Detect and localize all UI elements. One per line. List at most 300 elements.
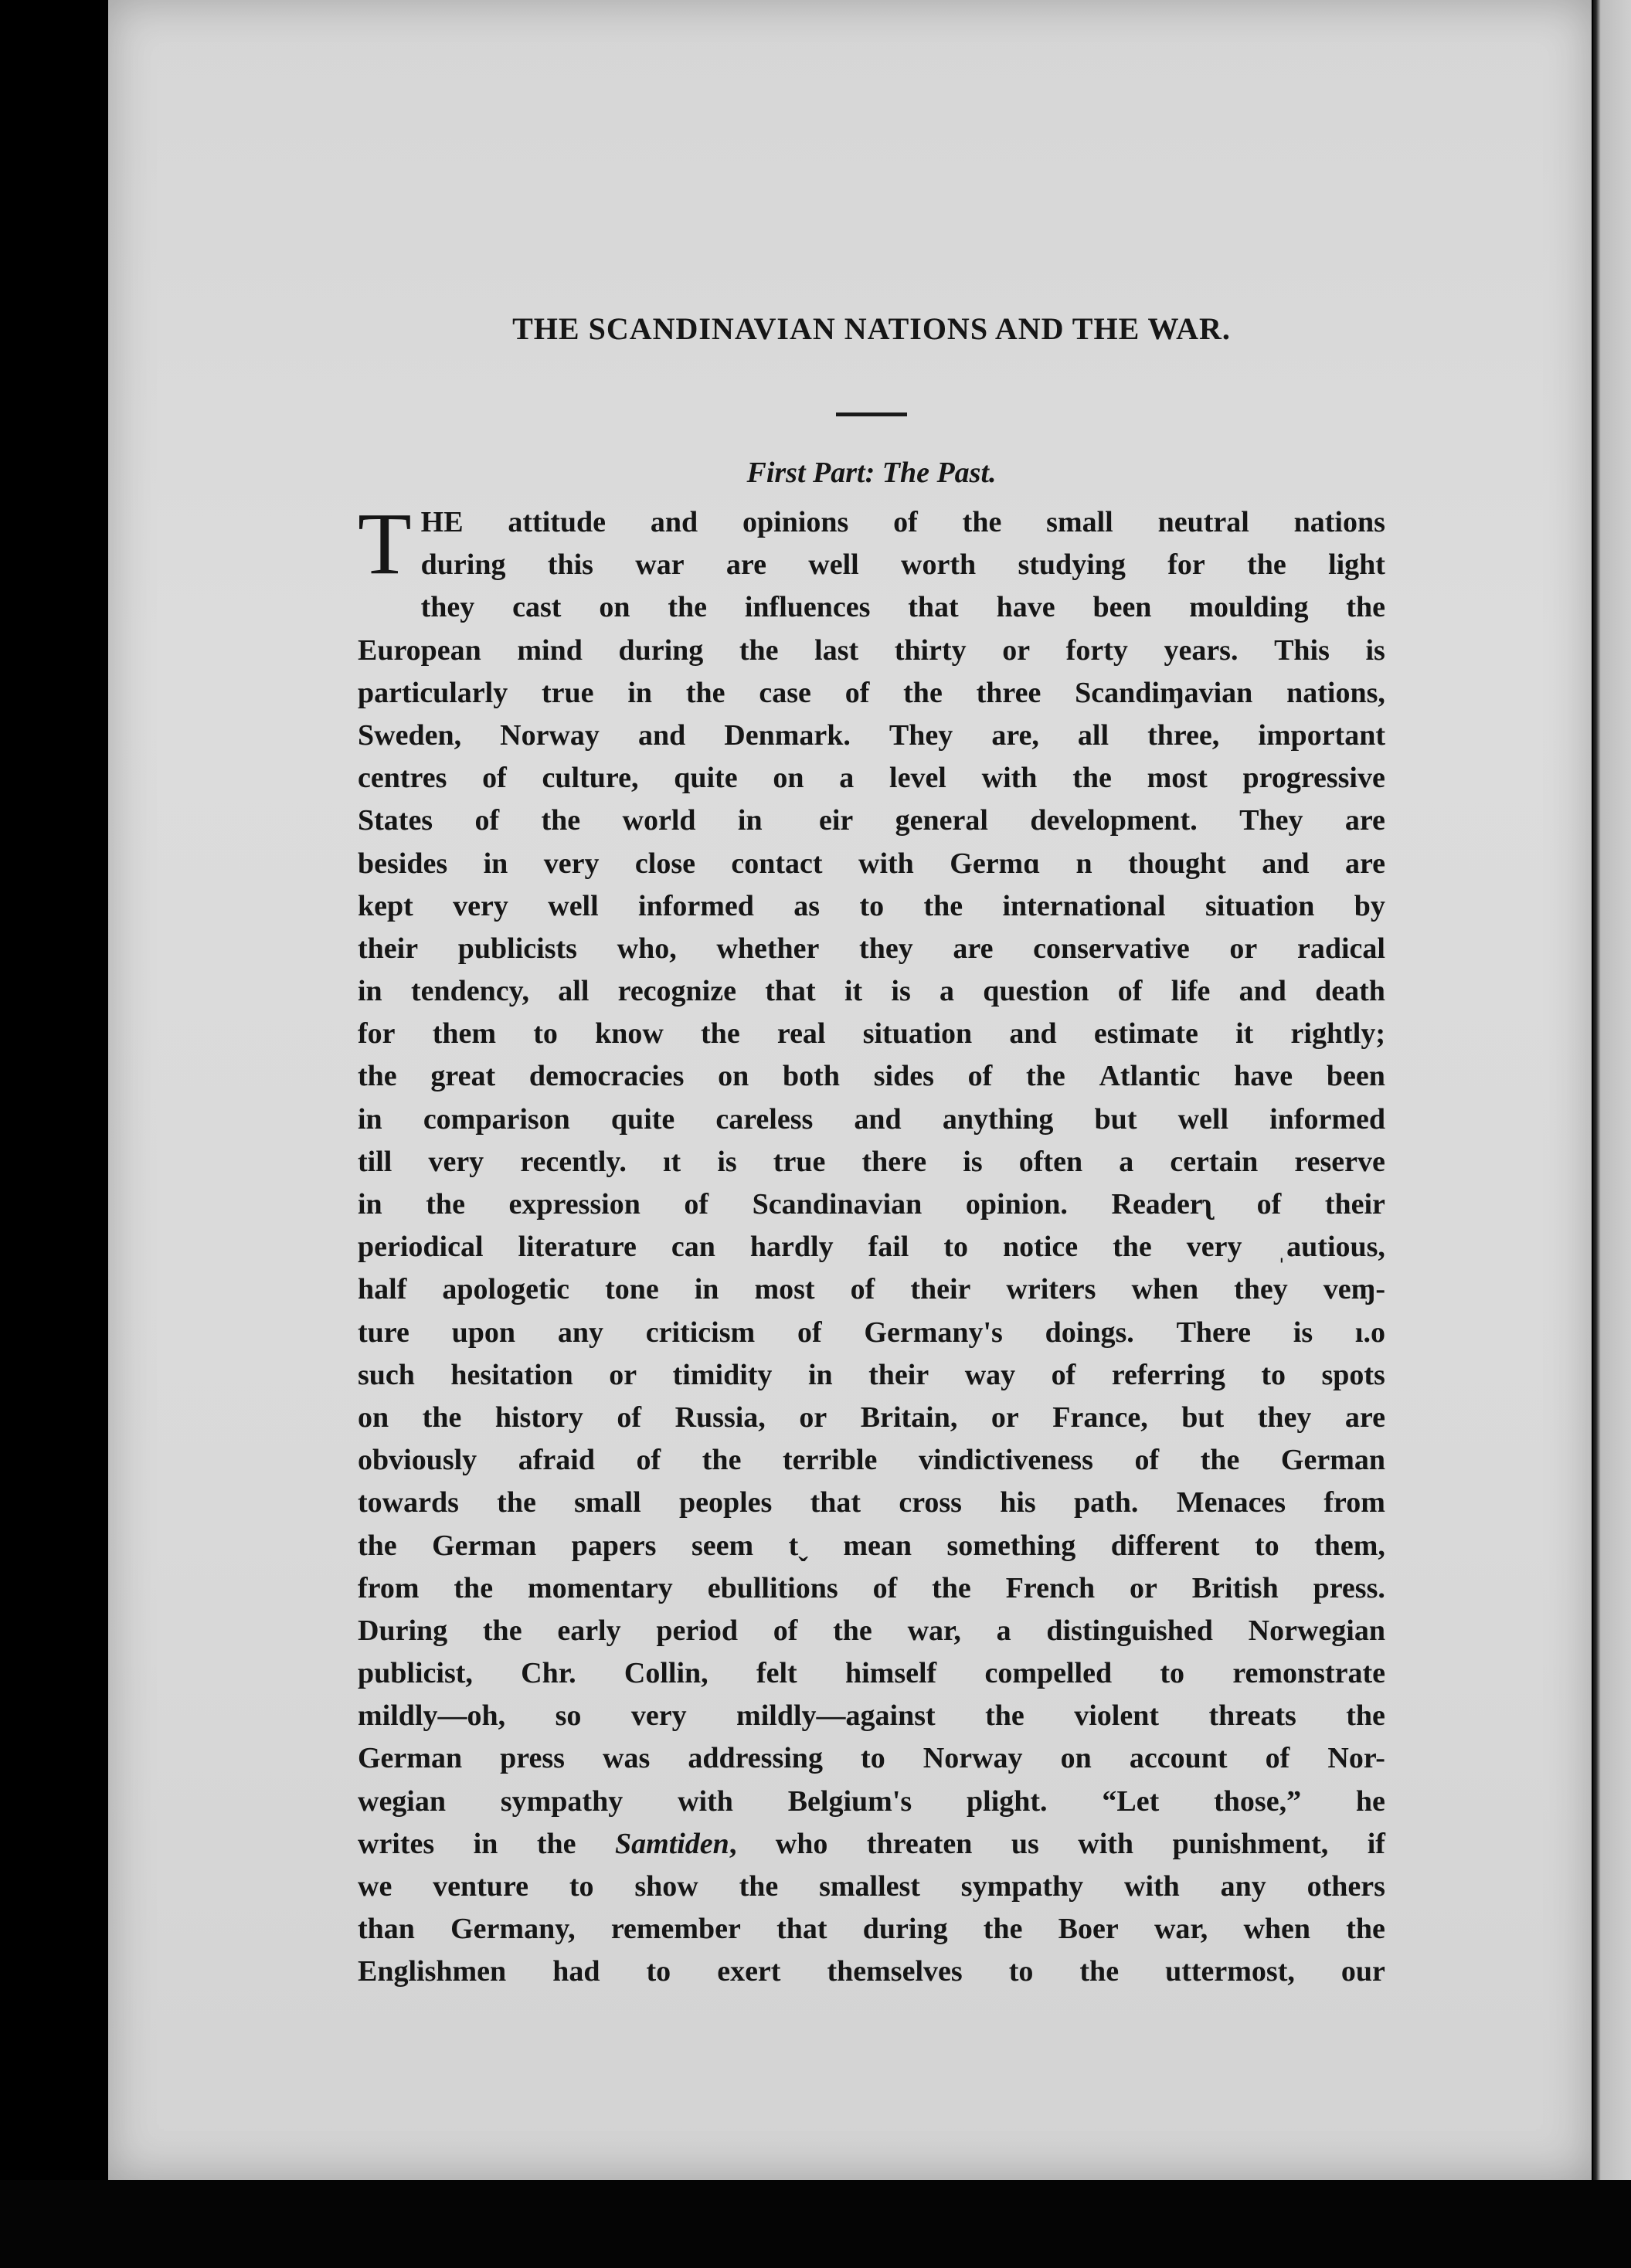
word: different xyxy=(1110,1529,1220,1562)
word: terrible xyxy=(783,1444,878,1477)
text-line xyxy=(358,1781,1385,1823)
word: there xyxy=(861,1145,927,1178)
word: themselves xyxy=(827,1955,963,1988)
word: those,” xyxy=(1214,1784,1302,1818)
word: had xyxy=(552,1955,600,1988)
word: the xyxy=(923,889,963,922)
word: thirty xyxy=(894,633,967,667)
word: forty xyxy=(1065,633,1128,667)
facing-page-edge xyxy=(1593,0,1631,2268)
word: Germany's xyxy=(864,1316,1003,1349)
word: they xyxy=(1257,1401,1312,1434)
word: “Let xyxy=(1102,1784,1160,1818)
word: to xyxy=(533,1017,558,1051)
word: conservative xyxy=(1033,932,1190,965)
word: and xyxy=(637,718,686,752)
word: in xyxy=(737,804,763,837)
word: way xyxy=(964,1358,1016,1391)
word: eir xyxy=(804,804,854,837)
word: well xyxy=(548,889,599,922)
word: to xyxy=(861,1742,885,1775)
word: is xyxy=(717,1145,737,1178)
word: the xyxy=(903,676,943,709)
word: three, xyxy=(1147,718,1220,752)
word: the xyxy=(1346,1699,1385,1733)
word: Englishmen xyxy=(358,1955,507,1988)
word: small xyxy=(1046,506,1113,538)
word: than xyxy=(358,1913,415,1946)
word: uttermost, xyxy=(1165,1955,1295,1988)
word: hardly xyxy=(749,1231,834,1264)
word: death xyxy=(1315,975,1385,1008)
text-line xyxy=(421,501,1385,544)
word: his xyxy=(1000,1486,1036,1519)
word: kept xyxy=(358,889,413,922)
word: any xyxy=(1220,1870,1266,1903)
word: and xyxy=(1009,1017,1057,1051)
word: development. xyxy=(1030,804,1198,837)
word: and xyxy=(854,1102,902,1136)
word: the xyxy=(497,1486,536,1519)
word: it xyxy=(844,975,863,1008)
word: hesitation xyxy=(450,1358,573,1391)
word: democracies xyxy=(528,1060,685,1093)
word: and xyxy=(1239,975,1286,1008)
word: half xyxy=(358,1273,407,1306)
word: periodical xyxy=(358,1231,484,1264)
word: of xyxy=(1256,1188,1282,1221)
word: he xyxy=(1355,1784,1385,1818)
word: cast xyxy=(512,591,562,624)
text-line xyxy=(358,1013,1385,1055)
word: quite xyxy=(674,762,738,795)
word: are xyxy=(1344,804,1385,837)
word: Norway xyxy=(923,1742,1023,1775)
word: States xyxy=(358,804,433,837)
word: fail xyxy=(868,1231,909,1264)
word: informed xyxy=(638,889,754,922)
word: the xyxy=(702,1444,742,1477)
word: radical xyxy=(1296,932,1385,965)
word: French xyxy=(1005,1571,1096,1604)
word: of xyxy=(1051,1358,1076,1391)
word: Sweden, xyxy=(358,718,462,752)
word: such xyxy=(358,1358,415,1391)
word: comparison xyxy=(423,1102,570,1136)
word: the xyxy=(1026,1060,1065,1093)
word: the xyxy=(1346,1913,1385,1946)
word: ebullitions xyxy=(707,1571,838,1604)
word: German xyxy=(1280,1444,1385,1477)
word: Boer xyxy=(1058,1913,1119,1946)
word: the xyxy=(358,1060,397,1093)
word: the xyxy=(685,676,725,709)
word: tone xyxy=(605,1273,659,1306)
word: us xyxy=(1011,1827,1039,1860)
word: all xyxy=(1077,718,1109,752)
word: thought xyxy=(1128,847,1226,880)
word: is xyxy=(1293,1316,1313,1349)
article-title: THE SCANDINAVIAN NATIONS AND THE WAR. xyxy=(512,311,1231,346)
word: is xyxy=(1365,633,1385,667)
word: contact xyxy=(731,847,823,880)
word: criticism xyxy=(645,1316,756,1349)
word: During xyxy=(358,1614,448,1647)
word: to xyxy=(1254,1529,1279,1562)
word: on xyxy=(718,1060,749,1093)
word: the xyxy=(668,591,707,624)
word: to xyxy=(1261,1358,1286,1391)
article xyxy=(358,301,1385,1994)
word: violent xyxy=(1074,1699,1160,1733)
word: Collin, xyxy=(624,1657,708,1690)
word: from xyxy=(1323,1486,1385,1519)
word: smallest xyxy=(819,1870,920,1903)
word: progressive xyxy=(1242,762,1385,795)
word: of xyxy=(1117,975,1143,1008)
word: centres xyxy=(358,762,447,795)
word: they xyxy=(859,932,913,965)
text-line xyxy=(358,1439,1385,1482)
word: are xyxy=(953,932,994,965)
word: influences xyxy=(744,591,871,624)
text-line xyxy=(358,630,1385,672)
text-line xyxy=(358,885,1385,928)
word: the xyxy=(1200,1444,1240,1477)
word: real xyxy=(776,1017,826,1051)
word: Russia, xyxy=(674,1401,766,1434)
word: mean xyxy=(843,1529,912,1562)
word: for xyxy=(358,1017,396,1051)
text-line xyxy=(358,1652,1385,1695)
text-line xyxy=(358,1951,1385,1993)
word: in xyxy=(807,1358,833,1391)
word: history xyxy=(494,1401,583,1434)
word: or xyxy=(609,1358,637,1391)
word: their xyxy=(358,932,419,965)
word: Chr. xyxy=(521,1657,576,1690)
word: sympathy xyxy=(960,1870,1084,1903)
word: but xyxy=(1094,1102,1137,1136)
word: can xyxy=(671,1231,715,1264)
word: are xyxy=(1344,847,1385,880)
word: light xyxy=(1328,548,1385,582)
word: on xyxy=(1060,1742,1092,1775)
word: moulding xyxy=(1189,591,1309,624)
word: on xyxy=(599,591,630,624)
word: years. xyxy=(1164,633,1239,667)
word: nations, xyxy=(1286,676,1385,709)
word: account xyxy=(1129,1742,1228,1775)
word: towards xyxy=(358,1486,459,1519)
word: very xyxy=(630,1699,687,1733)
word: that xyxy=(810,1486,861,1519)
word: the xyxy=(1113,1231,1152,1264)
word: they xyxy=(420,591,475,624)
word: publicists xyxy=(457,932,577,965)
word: Nor- xyxy=(1327,1742,1385,1775)
word: very xyxy=(428,1145,484,1178)
word: so xyxy=(555,1699,582,1733)
word: German xyxy=(432,1529,537,1562)
word: of xyxy=(1134,1444,1160,1477)
word: that xyxy=(908,591,959,624)
word: himself xyxy=(844,1657,937,1690)
word: often xyxy=(1018,1145,1083,1178)
word: if xyxy=(1367,1827,1385,1860)
text-line xyxy=(358,672,1385,715)
word: of xyxy=(1265,1742,1290,1775)
word: that xyxy=(776,1913,827,1946)
word: both xyxy=(783,1060,840,1093)
word: period xyxy=(656,1614,738,1647)
word: of xyxy=(967,1060,993,1093)
word: Scandinavian xyxy=(752,1188,923,1221)
word: life xyxy=(1171,975,1211,1008)
text-line xyxy=(358,1737,1385,1780)
word: notice xyxy=(1003,1231,1079,1264)
text-line xyxy=(358,1610,1385,1652)
word: or xyxy=(1002,633,1031,667)
word: nations xyxy=(1293,506,1385,538)
word: European xyxy=(358,633,481,667)
word: with xyxy=(678,1784,733,1818)
word: they xyxy=(1234,1273,1288,1306)
word: of xyxy=(850,1273,875,1306)
word: in xyxy=(473,1827,498,1860)
word: a xyxy=(839,762,855,795)
word: well xyxy=(1177,1102,1229,1136)
word: the xyxy=(1072,762,1112,795)
word: last xyxy=(814,633,859,667)
word: There xyxy=(1176,1316,1251,1349)
word: studying xyxy=(1018,548,1126,582)
word: true xyxy=(542,676,594,709)
word: with xyxy=(981,762,1038,795)
word: to xyxy=(1160,1657,1185,1690)
word: Belgium's xyxy=(787,1784,912,1818)
word: level xyxy=(889,762,946,795)
word: veɱ- xyxy=(1323,1273,1385,1306)
word: in xyxy=(483,847,508,880)
word: close xyxy=(634,847,695,880)
word: Menaces xyxy=(1176,1486,1286,1519)
word: show xyxy=(634,1870,698,1903)
word: the xyxy=(1346,591,1385,624)
word: war, xyxy=(907,1614,961,1647)
word: France, xyxy=(1052,1401,1148,1434)
word: in xyxy=(358,975,382,1008)
word: when xyxy=(1131,1273,1199,1306)
word: during xyxy=(862,1913,948,1946)
word: Norway xyxy=(500,718,600,752)
word: rightly; xyxy=(1290,1017,1385,1051)
text-line xyxy=(358,1908,1385,1951)
word: Readerʅ xyxy=(1111,1188,1214,1221)
word: referring xyxy=(1111,1358,1225,1391)
word: mildly—against xyxy=(736,1699,936,1733)
word: or xyxy=(1229,932,1258,965)
word: mind xyxy=(517,633,583,667)
scan-border xyxy=(0,2180,1631,2268)
word: a xyxy=(1119,1145,1134,1178)
word: we xyxy=(358,1870,392,1903)
word: remember xyxy=(610,1913,741,1946)
word: that xyxy=(765,975,816,1008)
word: venture xyxy=(433,1870,528,1903)
word: wegian xyxy=(358,1784,446,1818)
word: case xyxy=(759,676,811,709)
word: afraid xyxy=(518,1444,595,1477)
word: expression xyxy=(508,1188,641,1221)
word: exert xyxy=(717,1955,781,1988)
word: punishment, xyxy=(1172,1827,1329,1860)
word: press xyxy=(500,1742,565,1775)
word: neutral xyxy=(1157,506,1249,538)
word: quite xyxy=(610,1102,675,1136)
word: the xyxy=(932,1571,971,1604)
word: publicist, xyxy=(358,1657,473,1690)
word: the xyxy=(482,1614,522,1647)
word: of xyxy=(617,1401,642,1434)
word: as xyxy=(793,889,821,922)
word: German xyxy=(358,1742,463,1775)
word: very xyxy=(1186,1231,1242,1264)
text-line xyxy=(421,544,1385,586)
word: in xyxy=(358,1188,382,1221)
word: great xyxy=(430,1060,496,1093)
word: and xyxy=(650,506,698,538)
text-line xyxy=(358,1141,1385,1183)
word: situation xyxy=(862,1017,973,1051)
word: very xyxy=(453,889,508,922)
word: during xyxy=(618,633,704,667)
word: momentary xyxy=(527,1571,673,1604)
word: the xyxy=(426,1188,465,1221)
word: this xyxy=(547,548,593,582)
word: worth xyxy=(901,548,977,582)
word: it xyxy=(1235,1017,1254,1051)
text-line xyxy=(358,1183,1385,1226)
word: three xyxy=(976,676,1041,709)
word: early xyxy=(557,1614,621,1647)
part-heading: First Part: The Past. xyxy=(746,457,997,489)
word: to xyxy=(859,889,885,922)
word: is xyxy=(891,975,911,1008)
word: of xyxy=(474,804,500,837)
word: recognize xyxy=(617,975,736,1008)
word: or xyxy=(799,1401,827,1434)
word: reserve xyxy=(1294,1145,1385,1178)
word: their xyxy=(868,1358,929,1391)
word: their xyxy=(910,1273,971,1306)
word: the xyxy=(1247,548,1286,582)
word: opinions xyxy=(742,506,849,538)
word: threaten xyxy=(866,1827,973,1860)
word: n xyxy=(1075,847,1092,880)
word: from xyxy=(358,1571,420,1604)
word: informed xyxy=(1269,1102,1385,1136)
word: Atlantic xyxy=(1099,1060,1201,1093)
text-line xyxy=(358,1695,1385,1737)
word: sympathy xyxy=(500,1784,624,1818)
word: of xyxy=(482,762,507,795)
title-rule xyxy=(836,413,907,416)
word: the xyxy=(833,1614,872,1647)
word: apologetic xyxy=(442,1273,570,1306)
word: cross xyxy=(899,1486,962,1519)
word: war xyxy=(635,548,685,582)
word: opinion. xyxy=(965,1188,1068,1221)
word: papers xyxy=(571,1529,657,1562)
word: question xyxy=(983,975,1089,1008)
word: Norwegian xyxy=(1248,1614,1385,1647)
word: the xyxy=(541,804,581,837)
word: Germɑ xyxy=(950,847,1041,880)
word: timidity xyxy=(672,1358,773,1391)
text-line xyxy=(358,1354,1385,1397)
text-line xyxy=(358,1866,1385,1908)
word: in xyxy=(358,1102,382,1136)
word: of xyxy=(773,1614,798,1647)
word: careless xyxy=(715,1102,814,1136)
word: ı.o xyxy=(1354,1316,1385,1349)
word: HE xyxy=(420,506,464,538)
word: whether xyxy=(716,932,820,965)
word: the xyxy=(983,1913,1023,1946)
word: all xyxy=(558,975,590,1008)
word: the xyxy=(701,1017,740,1051)
word: the xyxy=(358,1529,397,1562)
word: are xyxy=(725,548,766,582)
word: our xyxy=(1340,1955,1385,1988)
word: by xyxy=(1354,889,1385,922)
text-line xyxy=(358,1055,1385,1098)
word: and xyxy=(1262,847,1310,880)
word: but xyxy=(1181,1401,1225,1434)
word: of xyxy=(636,1444,661,1477)
word: most xyxy=(754,1273,815,1306)
word: or xyxy=(1130,1571,1157,1604)
word: during xyxy=(420,548,506,582)
word: anything xyxy=(942,1102,1054,1136)
word: to xyxy=(1008,1955,1034,1988)
word: threats xyxy=(1208,1699,1296,1733)
word: on xyxy=(358,1401,389,1434)
word: doings. xyxy=(1045,1316,1134,1349)
word: addressing xyxy=(688,1742,823,1775)
word: path. xyxy=(1074,1486,1139,1519)
word: Germany, xyxy=(450,1913,576,1946)
text-line xyxy=(358,843,1385,885)
text-line xyxy=(358,1482,1385,1524)
word: been xyxy=(1092,591,1152,624)
text-line xyxy=(358,1397,1385,1439)
word: peoples xyxy=(678,1486,773,1519)
word: or xyxy=(990,1401,1019,1434)
word: international xyxy=(1002,889,1166,922)
word: most xyxy=(1147,762,1208,795)
word: ˌautious, xyxy=(1276,1231,1385,1264)
word: This xyxy=(1274,633,1330,667)
word: of xyxy=(797,1316,822,1349)
word: them xyxy=(432,1017,497,1051)
word: who xyxy=(775,1827,828,1860)
word: of xyxy=(872,1571,898,1604)
text-line xyxy=(358,1268,1385,1311)
word: something xyxy=(946,1529,1076,1562)
word: certain xyxy=(1170,1145,1259,1178)
